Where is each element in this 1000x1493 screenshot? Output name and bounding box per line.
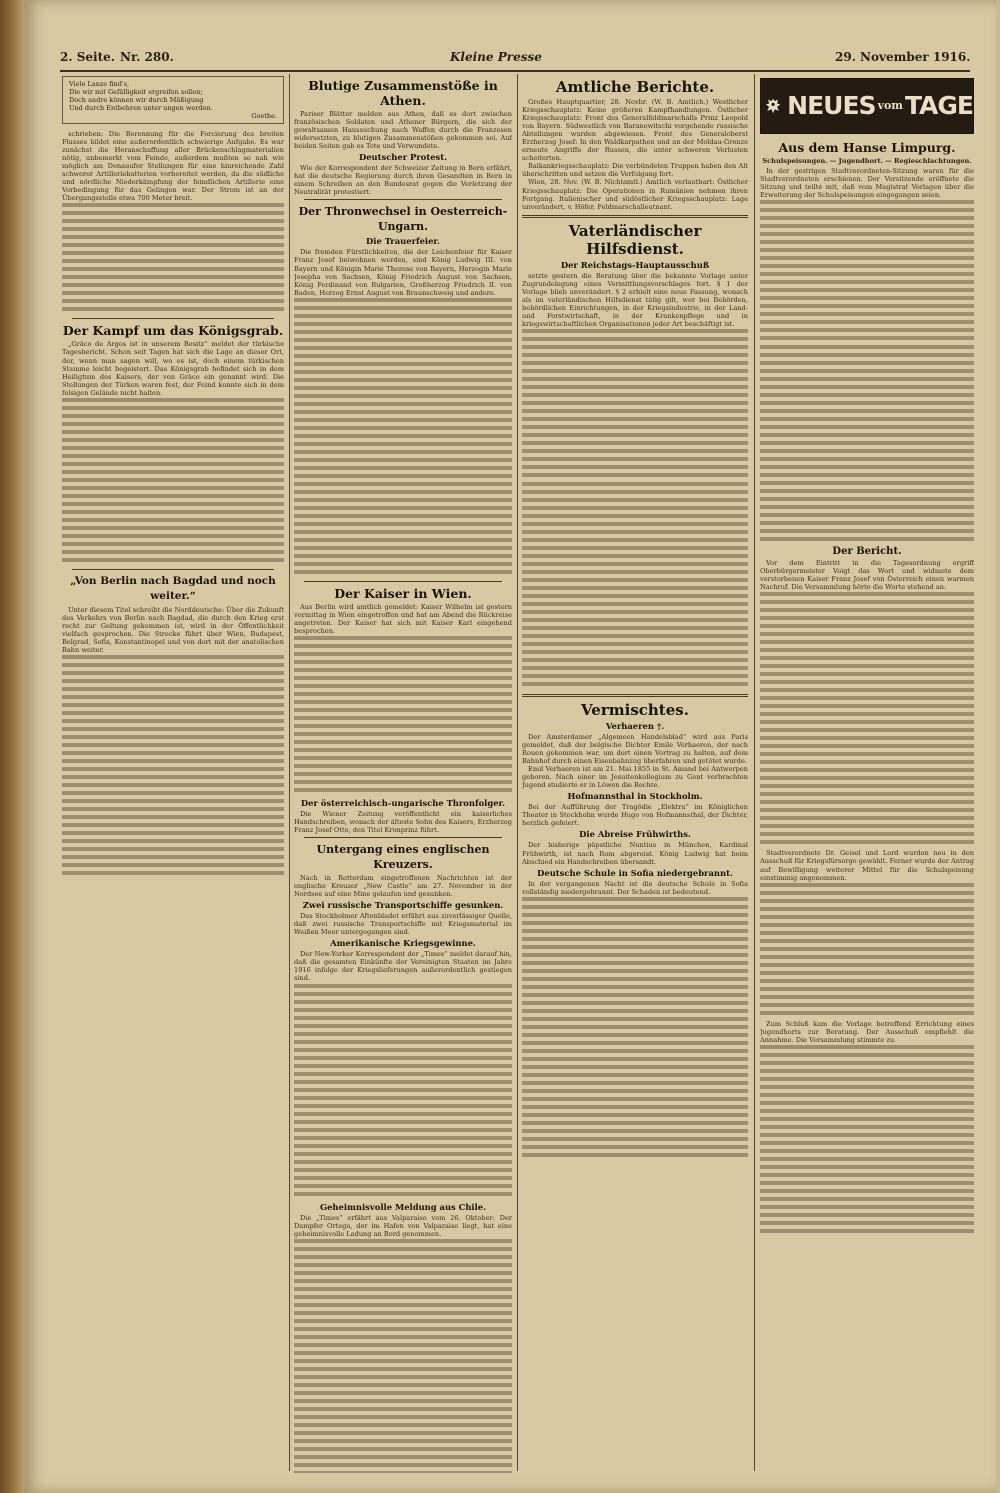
article-text: Der bisherige päpstliche Nuntius in München, Kardinal Frühwirth, ist nach Rom abgereist. König Ludwig hat beim Abschied ein Handschreiben übersandt. <box>522 841 748 866</box>
article-text: Balkankriegsschauplatz: Die verbündeten Truppen haben den Alt überschritten und setzen die Verfolgung fort. <box>522 162 748 179</box>
poem-line: Die wir mit Gefälligkeit ergreifen sollen; <box>69 88 203 96</box>
eagle-icon <box>765 84 781 128</box>
article-text: Aus Berlin wird amtlich gemeldet: Kaiser Wilhelm ist gestern vormittag in Wien eingetroffen und hat am Abend die Rückreise angetreten. Der Kaiser hat sich mit Kaiser Karl eingehend besprochen. <box>294 602 512 635</box>
headline: Vaterländischer Hilfsdienst. <box>568 221 702 258</box>
poem-line: Viele Lanze find's, <box>69 80 130 88</box>
separator <box>304 837 502 838</box>
subheadline: Deutsche Schule in Sofia niedergebrannt. <box>537 867 733 878</box>
column-1 <box>62 74 284 1473</box>
article-text <box>522 897 748 1161</box>
article-text: schrieben: Die Berennung für die Forcierung des breiten Flusses bildet eine außerordentlich schwierige Aufgabe. Es war zunächst die Heranschaffung aller Brückenschlagmaterialien nötig, unbemerkt vom Feinde, außerdem mußten so nah wie möglich am Donauufer Stellungen für eine hinreichende Zahl schwerer Artilleriebatterien vorbereitet werden, da die südliche und nördliche Niederkämpfung der feindlichen Artillerie eine Vorbedingung für das Gelingen war. Der Strom ist an der Übergangsstelle etwa 700 Meter breit. <box>62 130 284 203</box>
article-text <box>62 398 284 566</box>
article-text: Bei der Aufführung der Tragödie „Elektra“ im Königlichen Theater in Stockholm wurde Hugo von Hofmannsthal, der Dichter, herzlich gefeiert. <box>522 803 748 828</box>
book-spine <box>0 0 24 1493</box>
logo-word: vom <box>877 98 903 112</box>
subheadline: Schulspeisungen. — Jugendhort. — Regieschlachtungen. <box>762 157 972 165</box>
poem-line: Und durch Entbehren unter ungen werden. <box>69 104 213 112</box>
column-rule <box>289 74 290 1471</box>
column-3 <box>522 74 748 1473</box>
article-text <box>760 592 974 848</box>
masthead <box>60 50 980 70</box>
headline: „Von Berlin nach Bagdad und noch weiter.“ <box>70 574 276 602</box>
headline: Blutige Zusammenstöße in Athen. <box>308 78 498 108</box>
separator <box>522 215 748 218</box>
article-text: Der Amsterdamer „Algemeen Handelsblad“ wird aus Paris gemeldet, daß der belgische Dichter Emile Verhaeren, der nach Rouen gekommen war, um dort einen Vortrag zu halten, auf dem Bahnhof durch einen Eisenbahnzug überfahren und getötet wurde. <box>522 732 748 766</box>
article-text: Nach in Rotterdam eingetroffenen Nachrichten ist der englische Kreuzer „New Castle“ am 27. November in der Nordsee auf eine Mine gelaufen und gesunken. <box>294 874 512 899</box>
headline: Der Thronwechsel in Oesterreich-Ungarn. <box>298 205 508 234</box>
headline: Der Kaiser in Wien. <box>334 585 472 601</box>
column-rule <box>754 74 755 1471</box>
article-text <box>294 984 512 1200</box>
subheadline: Amerikanische Kriegsgewinne. <box>330 938 476 949</box>
article-text: In der vergangenen Nacht ist die deutsche Schule in Sofia vollständig niedergebrannt. Der Schaden ist bedeutend. <box>522 879 748 896</box>
article-text <box>522 482 748 690</box>
issue-number: Nr. 280. <box>120 50 174 64</box>
separator <box>522 694 748 697</box>
separator <box>304 581 502 582</box>
subheadline: Der österreichisch-ungarische Thronfolger. <box>300 797 506 808</box>
article-text: Zum Schluß kam die Vorlage betreffend Errichtung eines Jugendhorts zur Beratung. Der Ausschuß empfiehlt die Annahme. Die Versammlung stimmte zu. <box>760 1019 974 1044</box>
column-rule <box>517 74 518 1471</box>
headline: Der Kampf um das Königsgrab. <box>62 323 284 339</box>
subheadline: Die Abreise Frühwirths. <box>579 829 691 840</box>
article-text: Pariser Blätter melden aus Athen, daß es dort zwischen französischen Soldaten und Athener Bürgern, die sich der gewaltsamen Haussuchung nach Waffen durch die Franzosen widersetzten, zu blutigen Zusammenstößen gekommen sei. Auf beiden Seiten gab es Tote und Verwundete. <box>294 110 512 151</box>
article-text: Der New-Yorker Korrespondent der „Times“ meldet darauf hin, daß die gesamten Einkünfte der Vereinigten Staaten im Jahre 1916 infolge der Kriegslieferungen außerordentlich gestiegen sind. <box>294 950 512 983</box>
paper-name: Kleine Presse <box>450 50 542 64</box>
subheadline: Verhaeren †. <box>605 720 665 731</box>
article-text <box>760 200 974 344</box>
column-4 <box>760 74 974 1473</box>
poem-line: Doch andre können wir durch Mäßigung <box>69 96 204 104</box>
article-text <box>294 1239 512 1473</box>
article-text <box>62 655 284 879</box>
article-text <box>294 636 512 796</box>
article-text: Die Wiener Zeitung veröffentlicht ein kaiserliches Handschreiben, wonach der älteste Sohn des Kaisers, Erzherzog Franz Josef Otto, den Titel Kronprinz führt. <box>294 809 512 834</box>
headline: Vermischtes. <box>581 700 689 719</box>
headline: Amtliche Berichte. <box>555 78 715 96</box>
masthead-rule <box>60 70 970 72</box>
subheadline: Die Trauerfeier. <box>366 236 440 247</box>
subheadline: Deutscher Protest. <box>358 152 448 163</box>
article-text: „Gräco de Argos ist in unserem Besitz“ meldet der türkische Tagesbericht. Schon seit Tagen hat sich die Lage an dieser Ort, der, wenn man sagen will, wo es ist, doch einem türkischen Stamme leicht begeistert. Das Königsgrab befindet sich in dem Heiligtum des Kaisers, der von Gräco ein genannt wird. Die Stellungen der Türken waren fest, der Feind konnte sich in dem felsigen Gelände nicht halten. <box>62 340 284 397</box>
article-text: Wien, 28. Nov. (W. B. Nichtamtl.) Amtlich verlautbart: Östlicher Kriegsschauplatz: Die Operationen in Rumänien nehmen ihren Fortgang. Italienischer und südöstlicher Kriegsschauplatz: Lage unverändert. v. Höfer, Feldmarschalleutnant. <box>522 178 748 211</box>
article-text: Stadtverordnete Dr. Geisel und Lord wurden neu in den Ausschuß für Kriegsfürsorge gewählt. Ferner wurde der Antrag auf Bewilligung weiterer Mittel für die Schulspeisung einstimmig angenommen. <box>760 849 974 882</box>
article-text: Großes Hauptquartier, 28. Novbr. (W. B. Amtlich.) Westlicher Kriegsschauplatz: Keine größeren Kampfhandlungen. Östlicher Kriegsschauplatz: Front des Generalfeldmarschalls Prinz Leopold von Bayern. Südwestlich von Baranowitschi vorgehende russische Abteilungen wurden abgewiesen. Front des Generaloberst Erzherzog Josef: In den Waldkarpathen und an der Moldau-Grenze erneute Angriffe der Russen, die unter schweren Verlusten scheiterten. <box>522 98 748 163</box>
logo-word: NEUES <box>787 90 876 120</box>
issue-date: 29. November 1916. <box>835 50 971 64</box>
article-text: Die fremden Fürstlichkeiten, die der Leichenfeier für Kaiser Franz Josef beiwohnen werden, sind König Ludwig III. von Bayern und Königin Marie Therese von Bayern, Herzogin Marie Josepha von Sachsen, König Friedrich August von Sachsen, König Ferdinand von Bulgarien, Großherzog Friedrich II. von Baden, Herzog Ernst August von Braunschweig und andere. <box>294 248 512 297</box>
subheadline: Zwei russische Transportschiffe gesunken. <box>302 900 504 911</box>
article-text <box>522 329 748 481</box>
headline: Aus dem Hanse Limpurg. <box>778 140 956 155</box>
separator <box>72 318 274 319</box>
article-text: setzte gestern die Beratung über die bekannte Vorlage unter Zugrundelegung eines Vermittlungsvorschlages fort. § 1 der Vorlage blieb unverändert. § 2 erhielt eine neue Fassung, wonach als im vaterländischen Hilfsdienst tätig gilt, wer bei Behörden, behördlichen Einrichtungen, in der Kriegsindustrie, in der Land- und Forstwirtschaft, in der Krankenpflege und in kriegswirtschaftlichen Organisationen jeder Art beschäftigt ist. <box>522 271 748 328</box>
logo-word: TAGE <box>904 90 973 120</box>
article-text <box>62 203 284 315</box>
article-text: Vor dem Eintritt in die Tagesordnung ergriff Oberbürgermeister Voigt das Wort und widmete dem verstorbenen Kaiser Franz Josef von Österreich einen warmen Nachruf. Die Versammlung hörte die Worte stehend an. <box>760 559 974 592</box>
poem-box <box>62 76 284 124</box>
article-text <box>760 1045 974 1237</box>
subheadline: Der Bericht. <box>832 546 902 558</box>
poem-author: Goethe. <box>251 112 277 120</box>
neues-vom-tage-logo <box>760 78 974 134</box>
separator <box>304 199 502 200</box>
article-text: Unter diesem Titel schreibt die Norddeutsche: Über die Zukunft des Verkehrs von Berlin nach Bagdad, die durch den Krieg erst recht zur Geltung gekommen ist, wird in der Öffentlichkeit vielfach gesprochen. Die Strecke führt über Wien, Budapest, Belgrad, Sofia, Konstantinopel und von dort mit der anatolischen Bahn weiter. <box>62 605 284 654</box>
article-text <box>760 345 974 545</box>
article-text: In der gestrigen Stadtverordneten-Sitzung waren für die Stadtverordneten erschienen. Der Vorsitzende eröffnete die Sitzung und teilte mit, daß vom Magistrat Vorlagen über die Erweiterung der Schulspeisungen eingegangen seien. <box>760 167 974 200</box>
page-number: 2. Seite. <box>60 50 115 64</box>
column-2 <box>294 74 512 1473</box>
subheadline: Geheimnisvolle Meldung aus Chile. <box>319 1201 487 1212</box>
article-text: Das Stockholmer Aftonbladet erfährt aus zuverlässiger Quelle, daß zwei russische Transportschiffe mit Kriegsmaterial im Weißen Meer untergegangen sind. <box>294 912 512 937</box>
article-text: Wie der Korrespondent der Schweizer Zeitung in Bern erfährt, hat die deutsche Regierung durch ihren Gesandten in Bern in einem Schreiben an den Bundesrat gegen die Verletzung der Neutralität protestiert. <box>294 164 512 197</box>
article-text <box>760 883 974 1019</box>
article-text <box>294 298 512 578</box>
article-text: Die „Times“ erfährt aus Valparaiso vom 26. Oktober: Der Dampfer Ortega, der im Hafen von Valparaiso liegt, hat eine geheimnisvolle Ladung an Bord genommen. <box>294 1213 512 1238</box>
subheadline: Hofmannsthal in Stockholm. <box>567 791 703 802</box>
subheadline: Der Reichstags-Hauptausschuß <box>560 259 710 270</box>
separator <box>72 569 274 570</box>
headline: Untergang eines englischen Kreuzers. <box>316 843 490 872</box>
article-text: Emil Verhaeren ist am 21. Mai 1855 in St. Amand bei Antwerpen geboren. Nach einer im Jesuitenkollegium zu Gent verbrachten Jugend studierte er in Löwen die Rechte. <box>522 765 748 790</box>
